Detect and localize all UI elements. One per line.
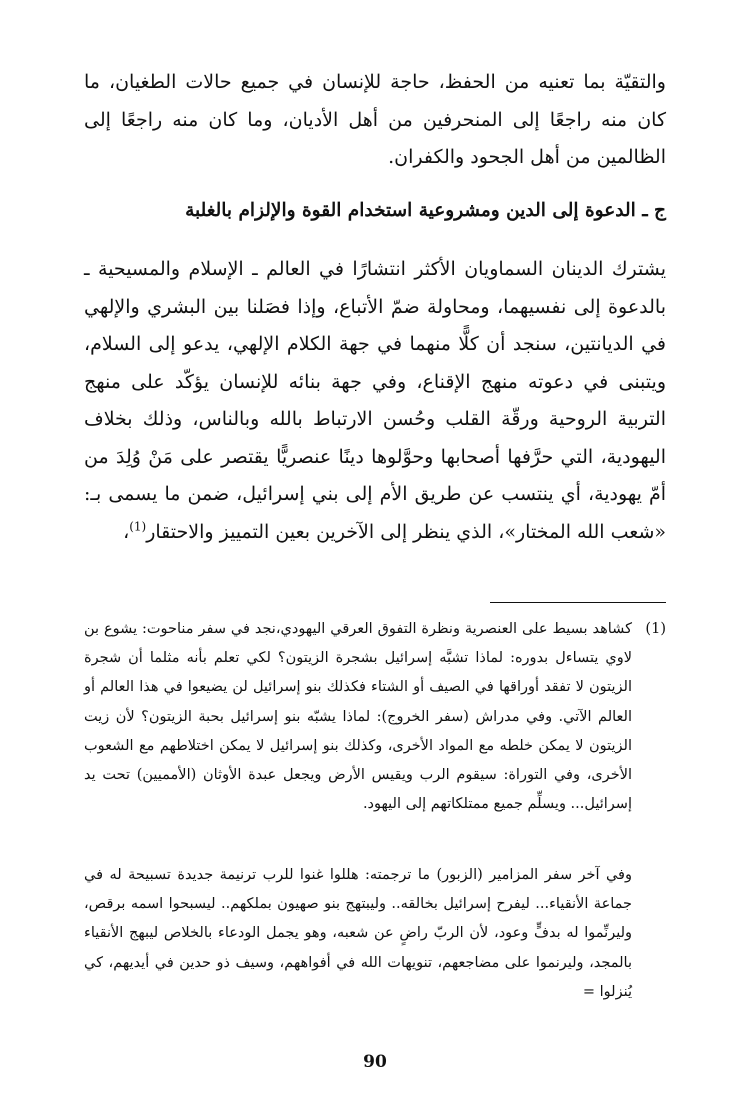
paragraph-main-end: ، [123, 520, 130, 543]
footnote-divider [490, 602, 666, 603]
footnote-1-continued [84, 861, 666, 1007]
paragraph-main [84, 251, 666, 551]
footnote-number: (1) [645, 621, 666, 637]
section-heading: ج ـ الدعوة إلى الدين ومشروعية استخدام القوة والإلزام بالغلبة [185, 200, 666, 221]
footnote-reference: (1) [129, 519, 147, 534]
footnote-text: كشاهد بسيط على العنصرية ونظرة التفوق العرقي اليهودي،نجد في سفر مناحوت: يشوع بن لاوي يتساءل بدوره: لماذا تشبَّه إسرائيل بشجرة الزيتون؟ لكي تعلم بأنه مثلما أن شجرة الزيتون لا تفقد أوراقها في الصيف أو الشتاء فكذلك بنو إسرائيل لن يضيعوا في هذا العالم أو العالم الآتي. وفي مدراش (سفر الخروج): لماذا يشبّه بنو إسرائيل بحبة الزيتون؟ لأن زيت الزيتون لا يمكن خلطه مع المواد الأخرى، وكذلك بنو إسرائيل لا يمكن اختلاطهم مع الشعوب الأخرى، وفي التوراة: سيقوم الرب ويقيس الأرض ويجعل عبدة الأوثان (الأمميين) تحت يد إسرائيل... ويسلِّم جميع ممتلكاتهم إلى اليهود. [84, 621, 632, 813]
paragraph-intro: والتقيّة بما تعنيه من الحفظ، حاجة للإنسان في جميع حالات الطغيان، ما كان منه راجعًا إلى المنحرفين من أهل الأديان، وما كان منه راجعًا إلى الظالمين من أهل الجحود والكفران. [84, 71, 666, 168]
footnote-1 [84, 615, 666, 819]
page-number: 90 [363, 1052, 387, 1072]
paragraph-main-text: يشترك الدينان السماويان الأكثر انتشارًا في العالم ـ الإسلام والمسيحية ـ بالدعوة إلى نفسيهما، ومحاولة ضمّ الأتباع، وإذا فصَلنا بين البشري والإلهي في الديانتين، سنجد أن كلًّا منهما في جهة الكلام الإلهي، يدعو إلى السلام، ويتبنى في دعوته منهج الإقناع، وفي جهة بنائه للإنسان يؤكّد على منهج التربية الروحية ورقّة القلب وحُسن الارتباط بالله وبالناس، وذلك بخلاف اليهودية، التي حرَّفها أصحابها وحوَّلوها دينًا عنصريًّا يقتصر على مَنْ وُلِدَ من أمّ يهودية، أي ينتسب عن طريق الأم إلى بني إسرائيل، ضمن ما يسمى بـ: «شعب الله المختار»، الذي ينظر إلى الآخرين بعين التمييز والاحتقار [84, 258, 666, 543]
footnote-continued-text: وفي آخر سفر المزامير (الزبور) ما ترجمته: هللوا غنوا للرب ترنيمة جديدة تسبيحة له في جماعة الأنقياء... ليفرح إسرائيل بخالقه.. وليبتهج بنو صهيون بملكهم.. ليسبحوا اسمه برقص، وليرنِّموا له بدفٍّ وعود، لأن الربّ راضٍ عن شعبه، وهو يجمل الودعاء بالخلاص ليبهج الأنقياء بالمجد، وليرنموا على مضاجعهم، تنويهات الله في أفواههم، وسيف ذو حدين في أيديهم، كي يُنزلوا = [84, 867, 632, 1000]
